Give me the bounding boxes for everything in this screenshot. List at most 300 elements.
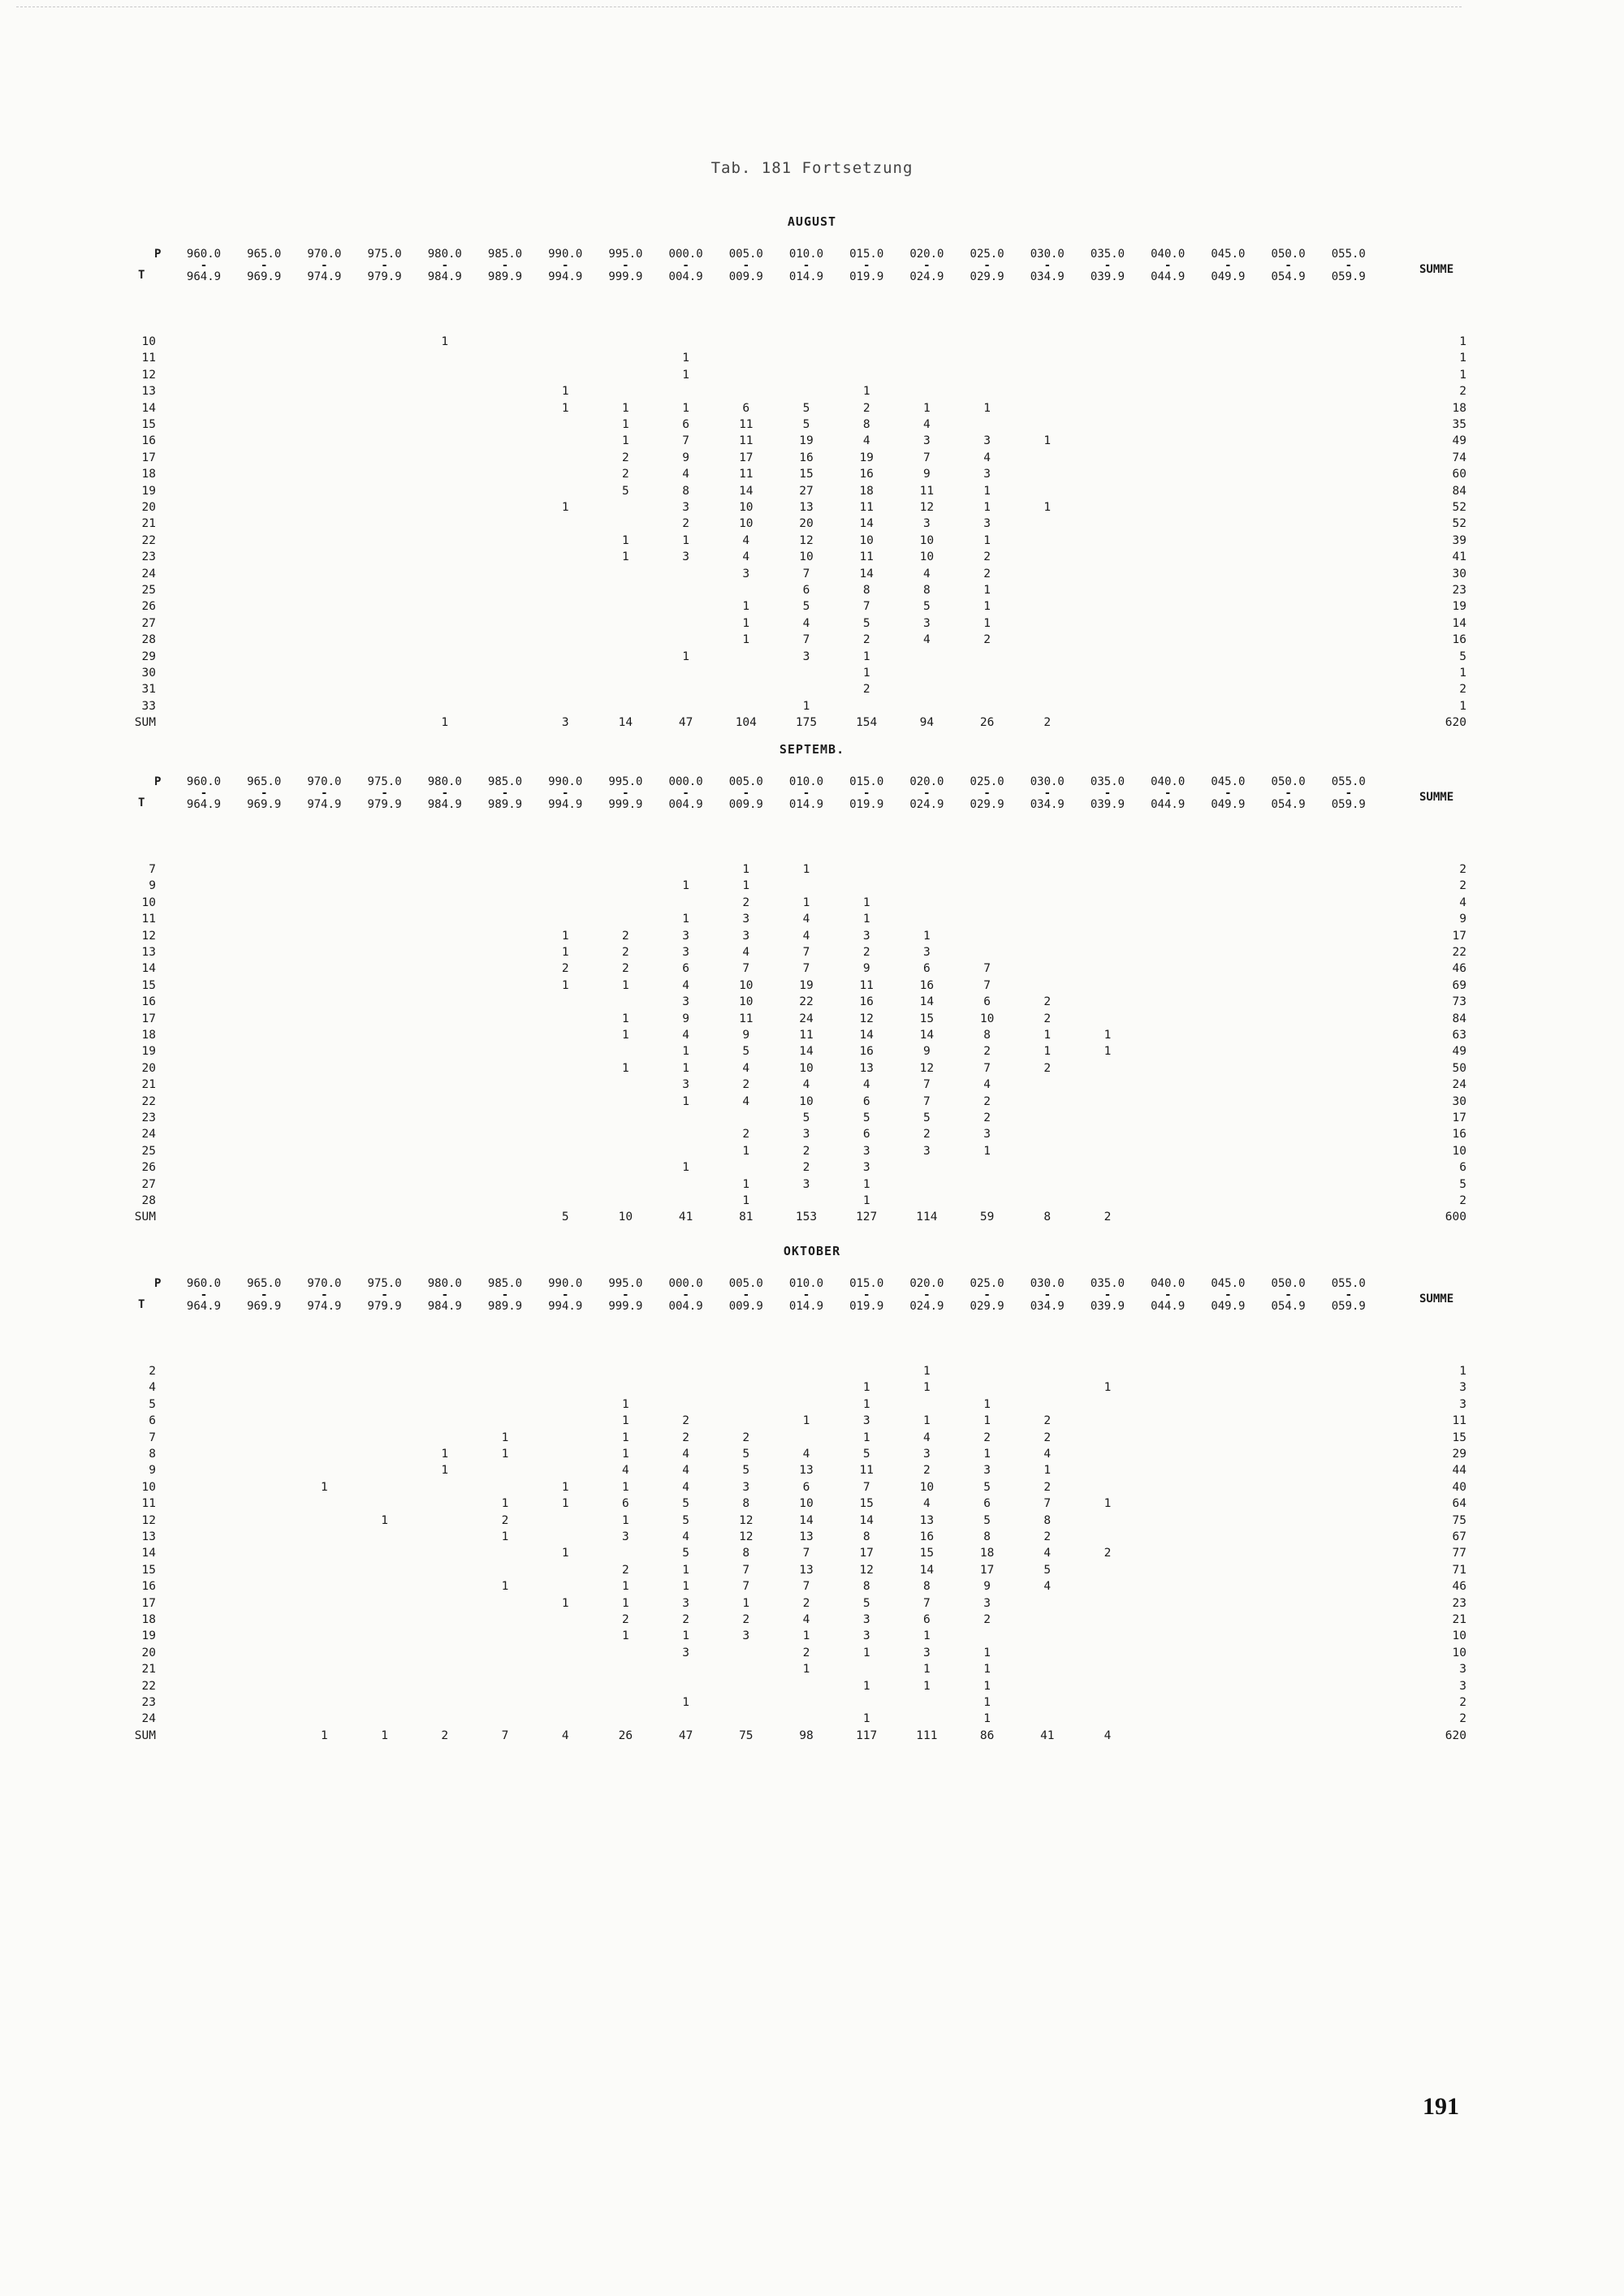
- table-cell: 16: [859, 468, 874, 481]
- column-dash: -: [923, 259, 931, 272]
- table-cell: 9: [983, 1580, 991, 1594]
- row-sum: 10: [1452, 1646, 1466, 1659]
- column-from: 055.0: [1331, 248, 1366, 261]
- table-cell: 10: [919, 533, 935, 547]
- column-from: 010.0: [788, 248, 824, 261]
- column-from: 005.0: [728, 1277, 763, 1290]
- row-label: 7: [149, 1431, 156, 1444]
- table-cell: 10: [799, 1094, 814, 1108]
- row-sum: 40: [1452, 1480, 1466, 1494]
- table-cell: 13: [799, 1563, 814, 1577]
- table-cell: 8: [1043, 1513, 1052, 1527]
- table-cell: 1: [622, 1414, 629, 1428]
- table-cell: 1: [1104, 1029, 1112, 1042]
- table-cell: 6: [742, 401, 750, 415]
- table-cell: 3: [923, 616, 931, 630]
- row-sum: 1: [1459, 368, 1466, 382]
- table-cell: 10: [799, 550, 814, 564]
- table-cell: 10: [739, 995, 754, 1009]
- table-cell: 1: [501, 1580, 509, 1594]
- column-from: 010.0: [788, 1277, 824, 1290]
- table-cell: 4: [923, 418, 931, 431]
- table-cell: 1: [862, 1679, 870, 1693]
- row-label: 18: [141, 1029, 156, 1042]
- table-cell: 11: [859, 978, 874, 992]
- table-cell: 1: [983, 1448, 991, 1461]
- row-sum: 52: [1452, 517, 1466, 531]
- table-cell: 1: [802, 699, 810, 713]
- table-cell: 1: [1043, 434, 1052, 448]
- column-to: 029.9: [970, 798, 1004, 811]
- table-cell: 1: [441, 1448, 449, 1461]
- table-cell: 1: [622, 978, 629, 992]
- table-cell: 3: [682, 1078, 689, 1092]
- row-sum: 16: [1452, 1128, 1466, 1142]
- column-from: 050.0: [1271, 248, 1306, 261]
- row-sum: 35: [1452, 418, 1466, 431]
- table-cell: 1: [742, 1177, 750, 1191]
- table-cell: 3: [682, 995, 689, 1009]
- column-sum: 26: [979, 716, 995, 730]
- row-sum: 10: [1452, 1144, 1466, 1158]
- table-cell: 6: [862, 1128, 870, 1142]
- table-cell: 1: [622, 1596, 629, 1610]
- table-cell: 1: [983, 600, 991, 614]
- row-sum: 77: [1452, 1547, 1466, 1560]
- row-label: 31: [141, 683, 156, 697]
- table-cell: 1: [742, 863, 750, 876]
- table-cell: 1: [862, 1381, 870, 1395]
- table-cell: 2: [983, 1111, 991, 1124]
- table-cell: 7: [983, 978, 991, 992]
- table-cell: 2: [862, 946, 870, 959]
- column-dash: -: [381, 259, 388, 272]
- table-cell: 2: [622, 468, 629, 481]
- column-from: 995.0: [608, 775, 643, 788]
- row-label: 13: [141, 385, 156, 399]
- table-cell: 1: [682, 1580, 689, 1594]
- table-cell: 14: [799, 1513, 814, 1527]
- column-from: 990.0: [548, 1277, 583, 1290]
- row-label: 19: [141, 1045, 156, 1059]
- row-label: 14: [141, 401, 156, 415]
- table-cell: 1: [622, 1629, 629, 1643]
- column-from: 035.0: [1090, 248, 1125, 261]
- row-label: 20: [141, 1061, 156, 1075]
- column-to: 024.9: [909, 270, 944, 283]
- row-sum: 44: [1452, 1464, 1466, 1478]
- table-cell: 16: [919, 1530, 935, 1543]
- table-cell: 7: [802, 946, 810, 959]
- column-from: 975.0: [367, 1277, 402, 1290]
- column-to: 014.9: [788, 798, 824, 811]
- column-from: 965.0: [247, 775, 282, 788]
- row-sum: 22: [1452, 946, 1466, 959]
- table-cell: 18: [979, 1547, 995, 1560]
- table-cell: 8: [862, 584, 870, 597]
- table-cell: 4: [682, 1530, 689, 1543]
- table-cell: 1: [682, 352, 689, 365]
- column-dash: -: [381, 787, 388, 800]
- column-dash: -: [622, 787, 629, 800]
- column-dash: -: [622, 1288, 629, 1301]
- table-cell: 10: [739, 501, 754, 514]
- table-cell: 10: [799, 1497, 814, 1511]
- summe-label: SUMME: [1419, 791, 1454, 804]
- column-to: 049.9: [1211, 798, 1246, 811]
- row-label: 17: [141, 1596, 156, 1610]
- row-sum: 39: [1452, 533, 1466, 547]
- row-label: 4: [149, 1381, 156, 1395]
- table-cell: 2: [1043, 1414, 1052, 1428]
- column-from: 020.0: [909, 775, 944, 788]
- column-from: 050.0: [1271, 775, 1306, 788]
- table-cell: 8: [742, 1547, 750, 1560]
- column-from: 055.0: [1331, 1277, 1366, 1290]
- column-sum: 26: [618, 1728, 633, 1742]
- table-cell: 2: [1104, 1547, 1112, 1560]
- column-to: 964.9: [186, 270, 222, 283]
- column-sum: 7: [501, 1728, 509, 1742]
- table-cell: 8: [742, 1497, 750, 1511]
- table-cell: 1: [742, 1596, 750, 1610]
- column-dash: -: [802, 1288, 810, 1301]
- row-sum: 1: [1459, 352, 1466, 365]
- row-sum: 18: [1452, 401, 1466, 415]
- table-cell: 3: [983, 517, 991, 531]
- table-cell: 3: [862, 1629, 870, 1643]
- column-dash: -: [1164, 259, 1172, 272]
- table-cell: 13: [799, 1530, 814, 1543]
- column-to: 044.9: [1151, 270, 1186, 283]
- table-cell: 7: [923, 451, 931, 464]
- column-to: 014.9: [788, 1300, 824, 1313]
- table-cell: 1: [983, 484, 991, 498]
- column-to: 989.9: [487, 798, 523, 811]
- table-cell: 4: [923, 1497, 931, 1511]
- table-cell: 1: [561, 1547, 569, 1560]
- table-cell: 18: [859, 484, 874, 498]
- row-label: 20: [141, 501, 156, 514]
- table-cell: 6: [622, 1497, 629, 1511]
- table-cell: 4: [742, 533, 750, 547]
- table-cell: 1: [622, 1012, 629, 1025]
- table-cell: 4: [862, 434, 870, 448]
- table-cell: 4: [923, 633, 931, 647]
- row-sum: 3: [1459, 1679, 1466, 1693]
- table-cell: 7: [923, 1078, 931, 1092]
- table-cell: 15: [799, 468, 814, 481]
- row-sum: 24: [1452, 1078, 1466, 1092]
- row-label: 18: [141, 468, 156, 481]
- table-cell: 1: [501, 1530, 509, 1543]
- table-cell: 5: [1043, 1563, 1052, 1577]
- column-to: 994.9: [548, 1300, 583, 1313]
- row-sum: 84: [1452, 484, 1466, 498]
- table-cell: 9: [862, 962, 870, 976]
- table-cell: 14: [859, 517, 874, 531]
- column-from: 020.0: [909, 248, 944, 261]
- table-cell: 19: [859, 451, 874, 464]
- table-cell: 14: [739, 484, 754, 498]
- table-cell: 1: [441, 335, 449, 348]
- row-label: 11: [141, 352, 156, 365]
- table-cell: 4: [802, 1078, 810, 1092]
- sum-row-label: SUM: [134, 716, 156, 730]
- table-cell: 1: [983, 401, 991, 415]
- p-label: P: [154, 248, 162, 261]
- table-cell: 1: [561, 1480, 569, 1494]
- grand-total: 600: [1445, 1211, 1466, 1224]
- table-cell: 2: [622, 946, 629, 959]
- row-sum: 17: [1452, 1111, 1466, 1124]
- table-cell: 2: [742, 1431, 750, 1444]
- row-label: 12: [141, 1513, 156, 1527]
- column-to: 049.9: [1211, 1300, 1246, 1313]
- column-to: 004.9: [668, 798, 703, 811]
- table-cell: 14: [799, 1045, 814, 1059]
- column-sum: 1: [441, 716, 449, 730]
- table-cell: 1: [923, 1381, 931, 1395]
- row-sum: 2: [1459, 385, 1466, 399]
- column-from: 000.0: [668, 1277, 703, 1290]
- table-cell: 1: [742, 633, 750, 647]
- column-to: 019.9: [849, 270, 884, 283]
- section-title: OKTOBER: [783, 1244, 841, 1258]
- column-from: 015.0: [849, 248, 884, 261]
- column-dash: -: [1285, 787, 1292, 800]
- table-cell: 1: [682, 1094, 689, 1108]
- table-cell: 1: [381, 1513, 388, 1527]
- row-label: 10: [141, 1480, 156, 1494]
- table-cell: 6: [682, 418, 689, 431]
- column-to: 049.9: [1211, 270, 1246, 283]
- column-sum: 114: [916, 1211, 938, 1224]
- table-cell: 1: [441, 1464, 449, 1478]
- row-sum: 1: [1459, 699, 1466, 713]
- row-sum: 71: [1452, 1563, 1466, 1577]
- table-cell: 2: [622, 451, 629, 464]
- table-cell: 7: [802, 633, 810, 647]
- column-to: 964.9: [186, 1300, 222, 1313]
- row-label: 22: [141, 1679, 156, 1693]
- column-sum: 86: [979, 1728, 995, 1742]
- row-sum: 49: [1452, 1045, 1466, 1059]
- table-cell: 2: [862, 683, 870, 697]
- table-cell: 1: [862, 1712, 870, 1726]
- column-from: 025.0: [970, 1277, 1004, 1290]
- table-cell: 2: [923, 1464, 931, 1478]
- table-cell: 8: [923, 1580, 931, 1594]
- column-from: 960.0: [186, 1277, 222, 1290]
- table-cell: 4: [682, 1448, 689, 1461]
- row-label: 5: [149, 1397, 156, 1411]
- column-sum: 2: [1043, 716, 1052, 730]
- column-sum: 1: [381, 1728, 388, 1742]
- column-dash: -: [1224, 787, 1232, 800]
- column-sum: 4: [1104, 1728, 1112, 1742]
- row-sum: 17: [1452, 929, 1466, 943]
- table-cell: 2: [983, 567, 991, 580]
- column-sum: 104: [735, 716, 757, 730]
- table-cell: 1: [1043, 1029, 1052, 1042]
- table-cell: 1: [923, 929, 931, 943]
- column-sum: 175: [795, 716, 818, 730]
- column-to: 034.9: [1030, 798, 1065, 811]
- table-cell: 1: [802, 1629, 810, 1643]
- table-cell: 13: [859, 1061, 874, 1075]
- row-label: 25: [141, 584, 156, 597]
- table-cell: 6: [923, 962, 931, 976]
- table-cell: 3: [862, 1161, 870, 1175]
- row-label: 12: [141, 368, 156, 382]
- table-cell: 1: [622, 1431, 629, 1444]
- table-cell: 3: [802, 1177, 810, 1191]
- row-label: 23: [141, 1111, 156, 1124]
- summe-label: SUMME: [1419, 263, 1454, 276]
- table-cell: 2: [1043, 995, 1052, 1009]
- table-cell: 1: [862, 1646, 870, 1659]
- column-from: 985.0: [487, 775, 523, 788]
- column-dash: -: [1043, 259, 1052, 272]
- table-cell: 5: [923, 1111, 931, 1124]
- table-cell: 2: [622, 962, 629, 976]
- column-dash: -: [1164, 1288, 1172, 1301]
- column-to: 034.9: [1030, 1300, 1065, 1313]
- table-cell: 1: [622, 1480, 629, 1494]
- column-dash: -: [742, 787, 750, 800]
- table-cell: 3: [742, 913, 750, 926]
- table-cell: 19: [799, 978, 814, 992]
- table-cell: 6: [923, 1613, 931, 1626]
- table-cell: 5: [802, 401, 810, 415]
- table-cell: 11: [799, 1029, 814, 1042]
- column-from: 985.0: [487, 248, 523, 261]
- table-cell: 1: [622, 1061, 629, 1075]
- row-label: 2: [149, 1365, 156, 1378]
- column-from: 995.0: [608, 248, 643, 261]
- column-dash: -: [1043, 1288, 1052, 1301]
- column-dash: -: [742, 259, 750, 272]
- table-cell: 1: [561, 401, 569, 415]
- table-cell: 3: [802, 1128, 810, 1142]
- table-cell: 27: [799, 484, 814, 498]
- table-cell: 1: [561, 1497, 569, 1511]
- page-number: 191: [1423, 2093, 1459, 2120]
- table-cell: 4: [1043, 1547, 1052, 1560]
- table-cell: 7: [682, 434, 689, 448]
- table-cell: 3: [742, 1629, 750, 1643]
- column-dash: -: [441, 1288, 449, 1301]
- row-sum: 2: [1459, 863, 1466, 876]
- table-cell: 13: [799, 1464, 814, 1478]
- scan-edge-line: [16, 6, 1462, 7]
- column-sum: 2: [441, 1728, 449, 1742]
- column-sum: 3: [561, 716, 569, 730]
- row-label: 16: [141, 434, 156, 448]
- column-dash: -: [321, 1288, 328, 1301]
- table-cell: 3: [682, 946, 689, 959]
- table-cell: 10: [739, 978, 754, 992]
- table-cell: 1: [622, 533, 629, 547]
- table-cell: 1: [682, 1061, 689, 1075]
- table-cell: 3: [983, 434, 991, 448]
- table-cell: 2: [742, 1128, 750, 1142]
- table-cell: 4: [682, 468, 689, 481]
- table-cell: 11: [739, 434, 754, 448]
- table-cell: 3: [682, 1646, 689, 1659]
- table-cell: 2: [1043, 1480, 1052, 1494]
- column-from: 960.0: [186, 248, 222, 261]
- column-dash: -: [802, 787, 810, 800]
- column-dash: -: [682, 259, 689, 272]
- column-dash: -: [260, 787, 268, 800]
- grand-total: 620: [1445, 716, 1466, 730]
- column-from: 995.0: [608, 1277, 643, 1290]
- column-to: 979.9: [367, 1300, 402, 1313]
- table-cell: 3: [682, 501, 689, 514]
- table-cell: 3: [802, 650, 810, 663]
- table-cell: 2: [983, 633, 991, 647]
- column-to: 044.9: [1151, 798, 1186, 811]
- table-cell: 5: [622, 484, 629, 498]
- table-cell: 1: [501, 1497, 509, 1511]
- column-from: 000.0: [668, 775, 703, 788]
- column-from: 040.0: [1151, 248, 1186, 261]
- column-sum: 117: [856, 1728, 878, 1742]
- column-from: 055.0: [1331, 775, 1366, 788]
- table-cell: 17: [859, 1547, 874, 1560]
- column-dash: -: [622, 259, 629, 272]
- table-cell: 5: [862, 1111, 870, 1124]
- table-cell: 1: [983, 584, 991, 597]
- column-to: 004.9: [668, 1300, 703, 1313]
- table-cell: 1: [983, 533, 991, 547]
- table-cell: 3: [742, 567, 750, 580]
- row-label: 12: [141, 929, 156, 943]
- column-to: 974.9: [307, 270, 342, 283]
- table-cell: 16: [799, 451, 814, 464]
- column-to: 014.9: [788, 270, 824, 283]
- column-sum: 2: [1104, 1211, 1112, 1224]
- row-label: 22: [141, 533, 156, 547]
- column-dash: -: [561, 259, 569, 272]
- table-cell: 1: [622, 1580, 629, 1594]
- table-cell: 5: [802, 1111, 810, 1124]
- table-cell: 8: [862, 1580, 870, 1594]
- row-label: 9: [149, 879, 156, 893]
- table-cell: 2: [802, 1646, 810, 1659]
- row-label: 21: [141, 1078, 156, 1092]
- row-label: 11: [141, 913, 156, 926]
- column-to: 989.9: [487, 270, 523, 283]
- table-cell: 1: [321, 1480, 328, 1494]
- column-sum: 127: [856, 1211, 878, 1224]
- column-dash: -: [1224, 1288, 1232, 1301]
- table-cell: 1: [1104, 1045, 1112, 1059]
- table-cell: 2: [682, 1613, 689, 1626]
- table-cell: 2: [1043, 1431, 1052, 1444]
- table-cell: 1: [501, 1431, 509, 1444]
- table-cell: 1: [742, 600, 750, 614]
- table-cell: 5: [983, 1480, 991, 1494]
- table-cell: 12: [919, 501, 935, 514]
- table-cell: 3: [742, 929, 750, 943]
- row-sum: 1: [1459, 667, 1466, 680]
- row-label: 24: [141, 1712, 156, 1726]
- table-cell: 6: [983, 995, 991, 1009]
- column-to: 989.9: [487, 1300, 523, 1313]
